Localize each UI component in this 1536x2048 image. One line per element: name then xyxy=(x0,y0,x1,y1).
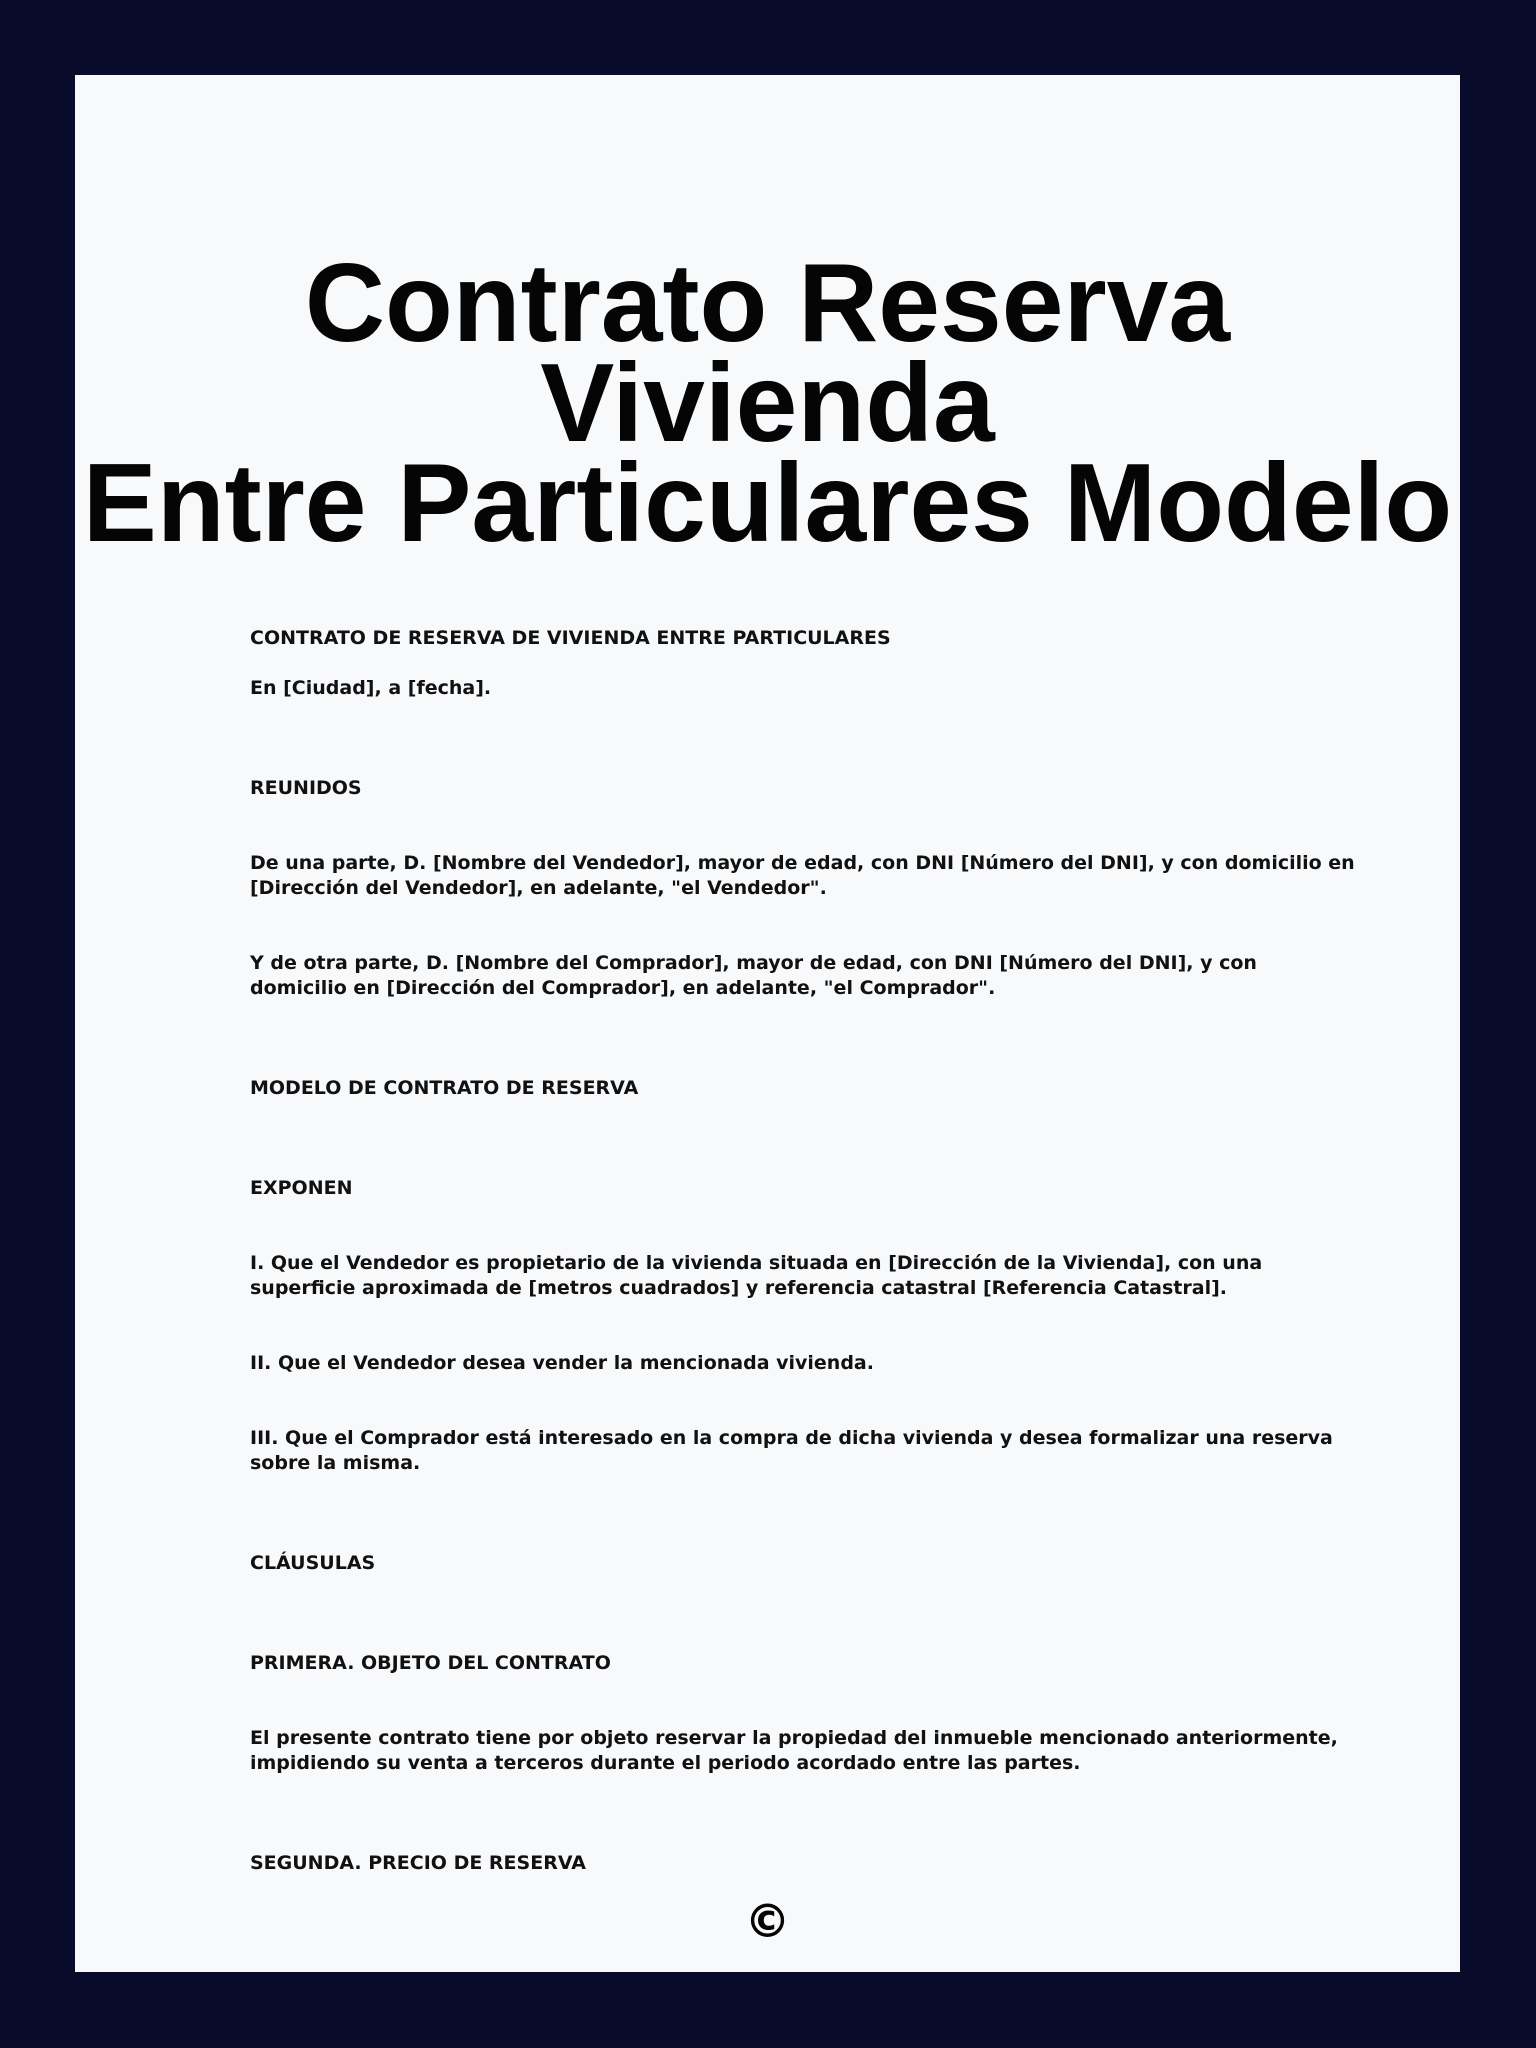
section-heading-modelo: MODELO DE CONTRATO DE RESERVA xyxy=(250,1077,639,1099)
paragraph-primera: El presente contrato tiene por objeto reservar la propiedad del inmueble mencionado anteriormente, impidiendo su venta a terceros durante el periodo acordado entre las partes. xyxy=(250,1727,1338,1774)
copyright-symbol: © xyxy=(744,1894,791,1948)
paragraph-seller: De una parte, D. [Nombre del Vendedor], mayor de edad, con DNI [Número del DNI], y con domicilio en [Dirección del Vendedor], en adelante, "el Vendedor". xyxy=(250,852,1355,899)
paragraph-exponen-3: III. Que el Comprador está interesado en la compra de dicha vivienda y desea formalizar una reserva sobre la misma. xyxy=(250,1427,1333,1474)
clause-heading-segunda: SEGUNDA. PRECIO DE RESERVA xyxy=(250,1852,586,1874)
document-title xyxy=(75,241,1460,565)
contract-heading: CONTRATO DE RESERVA DE VIVIENDA ENTRE PARTICULARES xyxy=(250,627,891,649)
paragraph-exponen-2: II. Que el Vendedor desea vender la mencionada vivienda. xyxy=(250,1352,874,1374)
clause-heading-primera: PRIMERA. OBJETO DEL CONTRATO xyxy=(250,1652,611,1674)
document-title-line-1: Contrato Reserva Vivienda xyxy=(304,241,1231,465)
paragraph-buyer: Y de otra parte, D. [Nombre del Comprador], mayor de edad, con DNI [Número del DNI], y con domicilio en [Dirección del Comprador], en adelante, "el Comprador". xyxy=(250,952,1257,999)
section-heading-exponen: EXPONEN xyxy=(250,1177,353,1199)
paragraph-exponen-1: I. Que el Vendedor es propietario de la vivienda situada en [Dirección de la Vivienda], con una superficie aproximada de [metros cuadrados] y referencia catastral [Referencia Catastral]. xyxy=(250,1252,1263,1299)
section-heading-reunidos: REUNIDOS xyxy=(250,777,362,799)
document-title-line-2: Entre Particulares Modelo xyxy=(82,441,1453,565)
section-heading-clausulas: CLÁUSULAS xyxy=(250,1552,376,1574)
document-body xyxy=(250,550,1360,1876)
place-date-line: En [Ciudad], a [fecha]. xyxy=(250,677,492,699)
document-page xyxy=(75,75,1460,1972)
